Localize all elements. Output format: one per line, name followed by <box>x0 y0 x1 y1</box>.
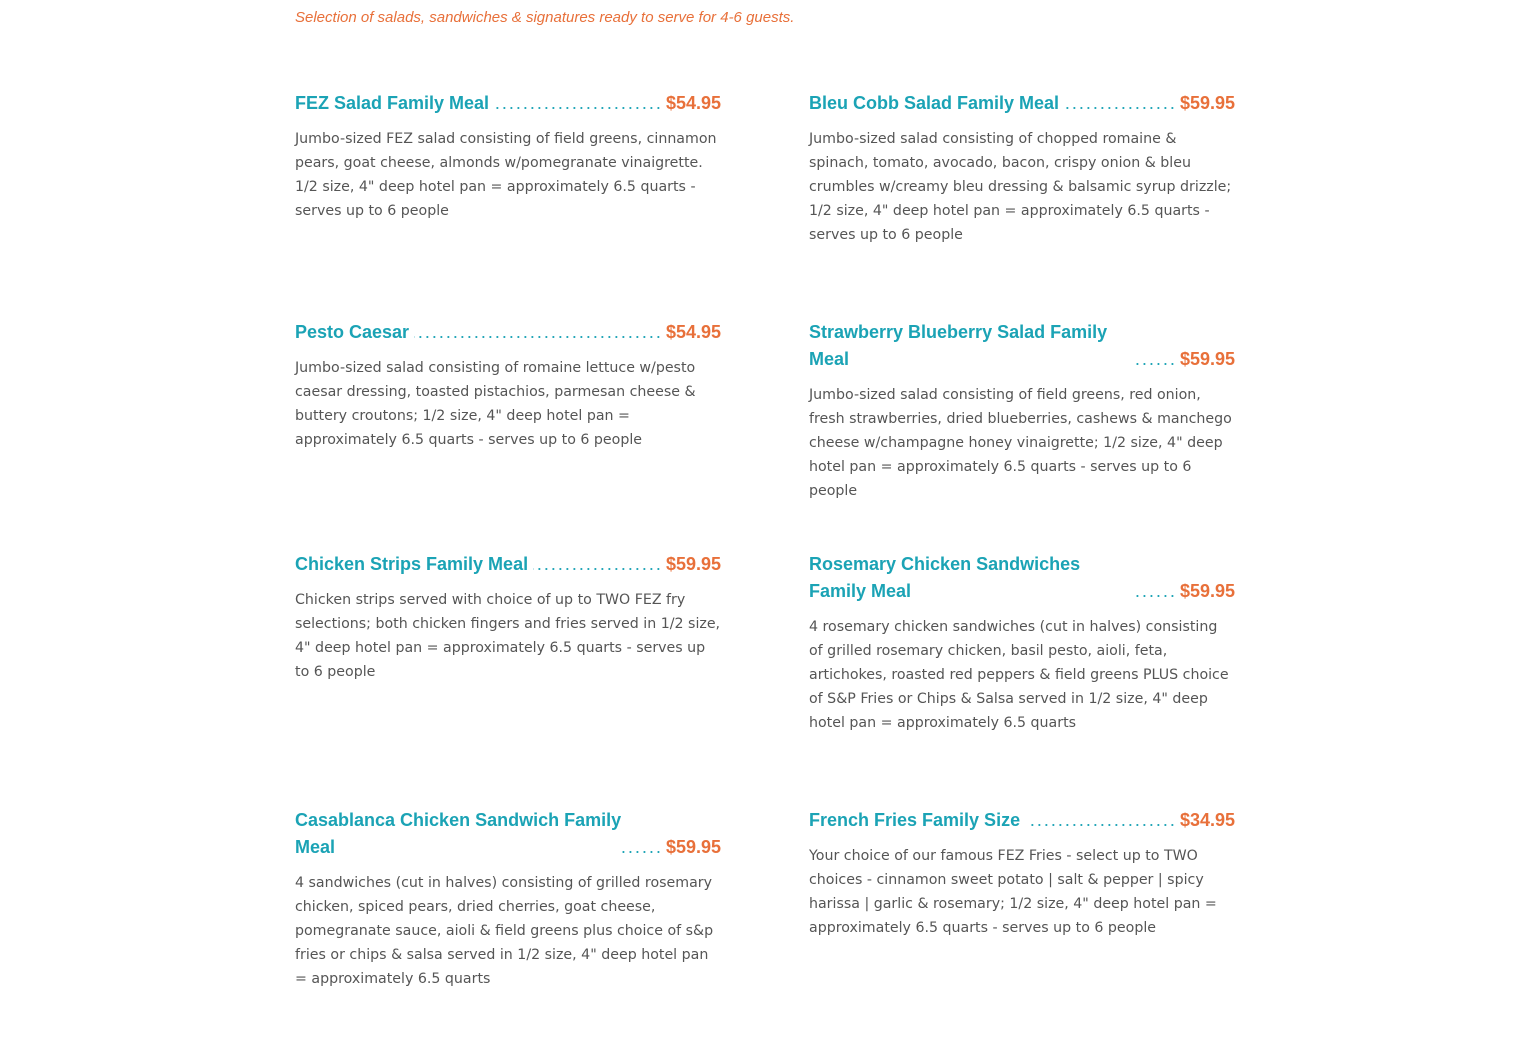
menu-item-description: Chicken strips served with choice of up to TWO FEZ fry selections; both chicken fingers and fries served in 1/2 size, 4" deep hotel pan = approximately 6.5 quarts - serves up to 6 people <box>295 592 721 680</box>
dot-leader <box>414 334 662 340</box>
menu-item-price: $59.95 <box>1179 93 1235 113</box>
menu-item-name: FEZ Salad Family Meal <box>295 93 490 113</box>
menu-item-price: $59.95 <box>665 837 721 857</box>
menu-item-name: Bleu Cobb Salad Family Meal <box>809 93 1060 113</box>
menu-item-strawberry-blueberry-salad <box>809 319 1235 503</box>
dot-leader <box>1133 593 1176 599</box>
menu-item-price: $34.95 <box>1179 810 1235 830</box>
menu-item-header <box>295 807 721 861</box>
menu-item-french-fries <box>809 807 1235 940</box>
menu-item-header <box>809 319 1235 373</box>
menu-item-description: Jumbo-sized salad consisting of romaine lettuce w/pesto caesar dressing, toasted pistachios, parmesan cheese & buttery croutons; 1/2 size, 4" deep hotel pan = approximately 6.5 quarts - serves up to 6 people <box>295 360 696 448</box>
menu-intro: Selection of salads, sandwiches & signatures ready to serve for 4-6 guests. <box>295 9 795 26</box>
menu-item-name: Rosemary Chicken Sandwiches Family Meal <box>809 554 1081 601</box>
dot-leader <box>619 849 662 855</box>
menu-item-price: $54.95 <box>665 322 721 342</box>
dot-leader <box>494 105 662 111</box>
menu-item-header <box>295 551 721 578</box>
menu-item-header <box>809 90 1235 117</box>
menu-item-header <box>295 319 721 346</box>
menu-item-chicken-strips <box>295 551 721 684</box>
menu-item-casablanca-chicken-sandwich <box>295 807 721 991</box>
menu-item-name: French Fries Family Size <box>809 810 1021 830</box>
menu-item-price: $59.95 <box>1179 581 1235 601</box>
menu-item-header <box>295 90 721 117</box>
menu-item-pesto-caesar <box>295 319 721 452</box>
menu-item-price: $59.95 <box>665 554 721 574</box>
menu-item-header <box>809 807 1235 834</box>
menu-item-description: Jumbo-sized FEZ salad consisting of field greens, cinnamon pears, goat cheese, almonds w/pomegranate vinaigrette. 1/2 size, 4" deep hotel pan = approximately 6.5 quarts - serves up to 6 people <box>295 131 717 219</box>
menu-item-bleu-cobb-salad <box>809 90 1235 247</box>
dot-leader <box>1064 105 1176 111</box>
menu-item-price: $54.95 <box>665 93 721 113</box>
menu-item-description: 4 sandwiches (cut in halves) consisting of grilled rosemary chicken, spiced pears, dried cherries, goat cheese, pomegranate sauce, aioli & field greens plus choice of s&p fries or chips & salsa served in 1/2 size, 4" deep hotel pan = approximately 6.5 quarts <box>295 875 714 987</box>
menu-item-description: Your choice of our famous FEZ Fries - select up to TWO choices - cinnamon sweet potato | salt & pepper | spicy harissa | garlic & rosemary; 1/2 size, 4" deep hotel pan = approximately 6.5 quarts - serves up to 6 people <box>809 848 1217 936</box>
menu-item-name: Strawberry Blueberry Salad Family Meal <box>809 322 1108 369</box>
dot-leader <box>1030 822 1176 828</box>
menu-item-name: Pesto Caesar <box>295 322 410 342</box>
menu-item-description: 4 rosemary chicken sandwiches (cut in halves) consisting of grilled rosemary chicken, basil pesto, aioli, feta, artichokes, roasted red peppers & field greens PLUS choice of S&P Fries or Chips & Salsa served in 1/2 size, 4" deep hotel pan = approximately 6.5 quarts <box>809 619 1229 731</box>
menu-item-description: Jumbo-sized salad consisting of field greens, red onion, fresh strawberries, dried blueberries, cashews & manchego cheese w/champagne honey vinaigrette; 1/2 size, 4" deep hotel pan = approximately 6.5 quarts - serves up to 6 people <box>809 387 1232 499</box>
menu-item-description: Jumbo-sized salad consisting of chopped romaine & spinach, tomato, avocado, bacon, crispy onion & bleu crumbles w/creamy bleu dressing & balsamic syrup drizzle; 1/2 size, 4" deep hotel pan = approximately 6.5 quarts - serves up to 6 people <box>809 131 1232 243</box>
menu-item-name: Chicken Strips Family Meal <box>295 554 529 574</box>
menu-item-price: $59.95 <box>1179 349 1235 369</box>
menu-item-fez-salad <box>295 90 721 223</box>
menu-item-header <box>809 551 1235 605</box>
dot-leader <box>1133 361 1176 367</box>
menu-item-rosemary-chicken-sandwiches <box>809 551 1235 735</box>
menu-item-name: Casablanca Chicken Sandwich Family Meal <box>295 810 622 857</box>
dot-leader <box>533 566 662 572</box>
